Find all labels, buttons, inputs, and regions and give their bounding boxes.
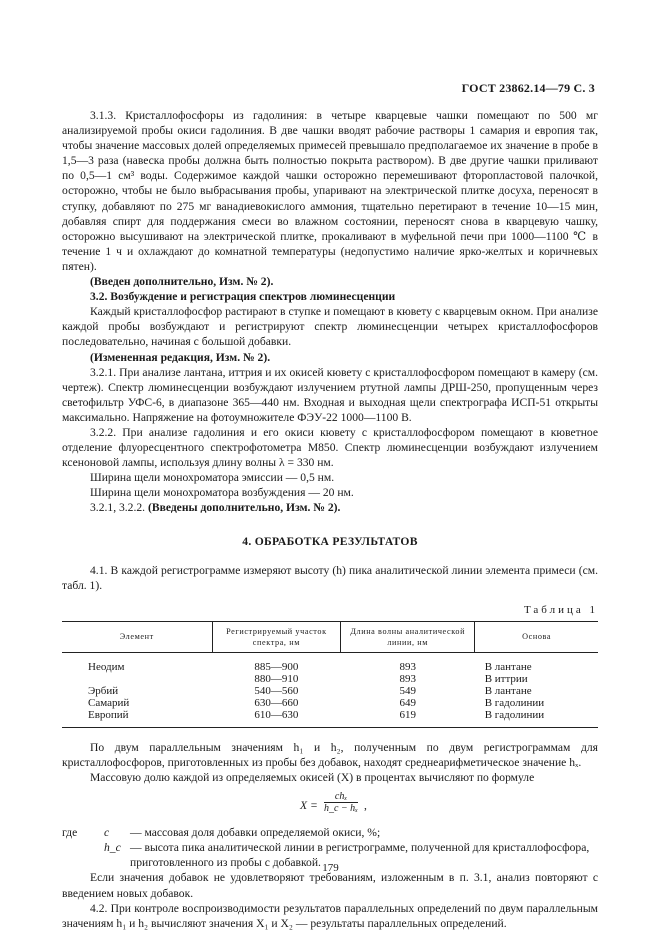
amendment-note: (Измененная редакция, Изм. № 2). [90,350,271,364]
paragraph-repeat: Если значения добавок не удовлетворяют требованиям, изложенным в п. 3.1, анализ повторяют с введением новых добавок. [62,871,598,900]
formula-trail: , [364,799,367,813]
cell-base: В гадолинии [484,696,545,709]
paragraph-4-2: 4.2. При контроле воспроизводимости результатов параллельных определений по двум параллельным значениям h₁ и h₂ вычисляют значения X₁ и X₂ — результаты параллельных определений. [62,901,598,930]
where-label: где [62,826,78,840]
cell-element: Неодим [88,660,125,673]
cell-wavelength: 619 [341,709,475,728]
cell-base: В иттрии [484,672,528,685]
note-text: (Введены дополнительно, Изм. № 2). [147,501,341,515]
definition-c [62,825,598,840]
paragraph-mass-fraction: Массовую долю каждой из определяемых окисей (X) в процентах вычисляют по формуле [90,771,535,785]
formula-lhs: X = [300,799,318,813]
amendment-note-3-2-1 [62,500,598,515]
column-header: Регистрируемый участок спектра, нм [212,621,341,652]
cell-wavelength: 549 [399,684,416,697]
section-title-4: 4. ОБРАБОТКА РЕЗУЛЬТАТОВ [242,534,418,548]
paragraph-3-1-3: 3.1.3. Кристаллофосфоры из гадолиния: в четыре кварцевые чашки помещают по 500 мг анализируемой пробы окиси гадолиния. В две чашки вводят рабочие растворы 1 самария и европия так, чтобы значение массовых долей определяемых примесей превышало предполагаемое их значение в пробе в 1,5—3 раза (навеска пробы должна быть полностью покрыта раствором). В две другие чашки приливают по 0,5—1 см³ воды. Содержимое каждой чашки осторожно перемешивают фторопластовой палочкой, осторожно, чтобы не было выбрасывания пробы, упаривают на электрической плитке досуха, переносят в ступку, добавляют по 275 мг ванадиевокислого аммония, тщательно перетирают в течение 10—15 мин, добавляя спирт для поддержания смеси во влажном состоянии, переносят снова в кварцевую чашку, осторожно высушивают на электрической плитке, прокаливают в муфельной печи при 1000—1100 ℃ в течение 1 ч и охлаждают до комнатной температуры (недопустимо наличие ярко-желтых и коричневых пятен). [62,109,598,273]
cell-range: 610—630 [212,709,341,728]
cell-base: В гадолинии [475,709,598,728]
table-caption: Таблица 1 [523,603,598,616]
table-row [62,709,598,728]
cell-wavelength: 893 [399,672,416,685]
table-row [62,685,598,697]
formula-fraction [324,791,358,814]
column-header: Основа [475,621,598,652]
definition-text: — массовая доля добавки определяемой окиси, %; [130,826,381,840]
cell-range: 630—660 [254,696,299,709]
cell-wavelength: 649 [399,696,416,709]
cell-element: Эрбий [88,684,119,697]
table-row [62,652,598,673]
paragraph-3-2: Каждый кристаллофосфор растирают в ступке и помещают в кювету с кварцевым окном. При анализе каждой пробы возбуждают и регистрируют спектр люминесценции четырех кристаллофосфоров последовательно, начиная с большой добавки. [62,305,598,349]
symbol-hc: h_c [104,841,121,855]
cell-range: 885—900 [254,660,299,673]
cell-base: В лантане [484,684,532,697]
cell-wavelength: 893 [399,660,416,673]
formula-numerator: chₓ [324,791,358,803]
document-body [62,108,598,931]
paragraph-3-2-1: 3.2.1. При анализе лантана, иттрия и их окисей кювету с кристаллофосфором помещают в камеру (см. чертеж). Спектр люминесценции возбуждают излучением ртутной лампы ДРШ-250, пропущенным через светофильтр УФС-6, в диапазоне 365—440 нм. Входная и выходная щели спектрографа ИСП-51 открыты максимально. Напряжение на фотоумножителе ФЭУ-22 1000—1100 В. [62,365,598,424]
column-header: Элемент [62,621,212,652]
cell-range: 880—910 [254,672,299,685]
symbol-c: c [104,826,110,840]
amendment-note: (Введен дополнительно, Изм. № 2). [90,275,274,289]
cell-range: 540—560 [254,684,299,697]
paragraph-3-2-2: 3.2.2. При анализе гадолиния и его окиси кювету с кристаллофосфором помещают в кюветное отделение флуоресцентного спектрофотометра М850. Спектр люминесценции возбуждают излучением ксеноновой лампы, используя длину волны λ = 330 нм. [62,425,598,470]
table-row [62,673,598,685]
note-ref: 3.2.1, 3.2.2. [90,501,148,515]
standard-header: ГОСТ 23862.14—79 С. 3 [461,81,595,95]
page-number: 179 [322,862,339,874]
slit-width-emission: Ширина щели монохроматора эмиссии — 0,5 нм. [90,471,335,485]
column-header: Длина волны аналитической линии, нм [341,621,475,652]
definition-text: — высота пика аналитической линии в регистрограмме, полученной для кристаллофосфора, приготовленного из пробы с добавкой. [130,841,590,870]
cell-base: В лантане [484,660,532,673]
cell-element: Самарий [88,696,130,709]
table-row [62,697,598,709]
formula-denominator: h_c − hₓ [324,803,359,815]
subsection-heading-3-2: 3.2. Возбуждение и регистрация спектров люминесценции [90,290,396,304]
table-header-row [62,621,598,652]
formula [62,791,598,819]
cell-element [62,673,212,685]
paragraph-average: По двум параллельным значениям h₁ и h₂, полученным по двум регистрограммам для кристаллофосфоров, приготовленных из пробы без добавок, находят среднеарифметическое значение hₓ. [62,740,598,769]
cell-element: Европий [62,709,212,728]
paragraph-4-1: 4.1. В каждой регистрограмме измеряют высоту (h) пика аналитической линии элемента примеси (см. табл. 1). [62,563,598,592]
table-1 [62,621,598,728]
slit-width-excitation: Ширина щели монохроматора возбуждения — 20 нм. [90,486,354,500]
